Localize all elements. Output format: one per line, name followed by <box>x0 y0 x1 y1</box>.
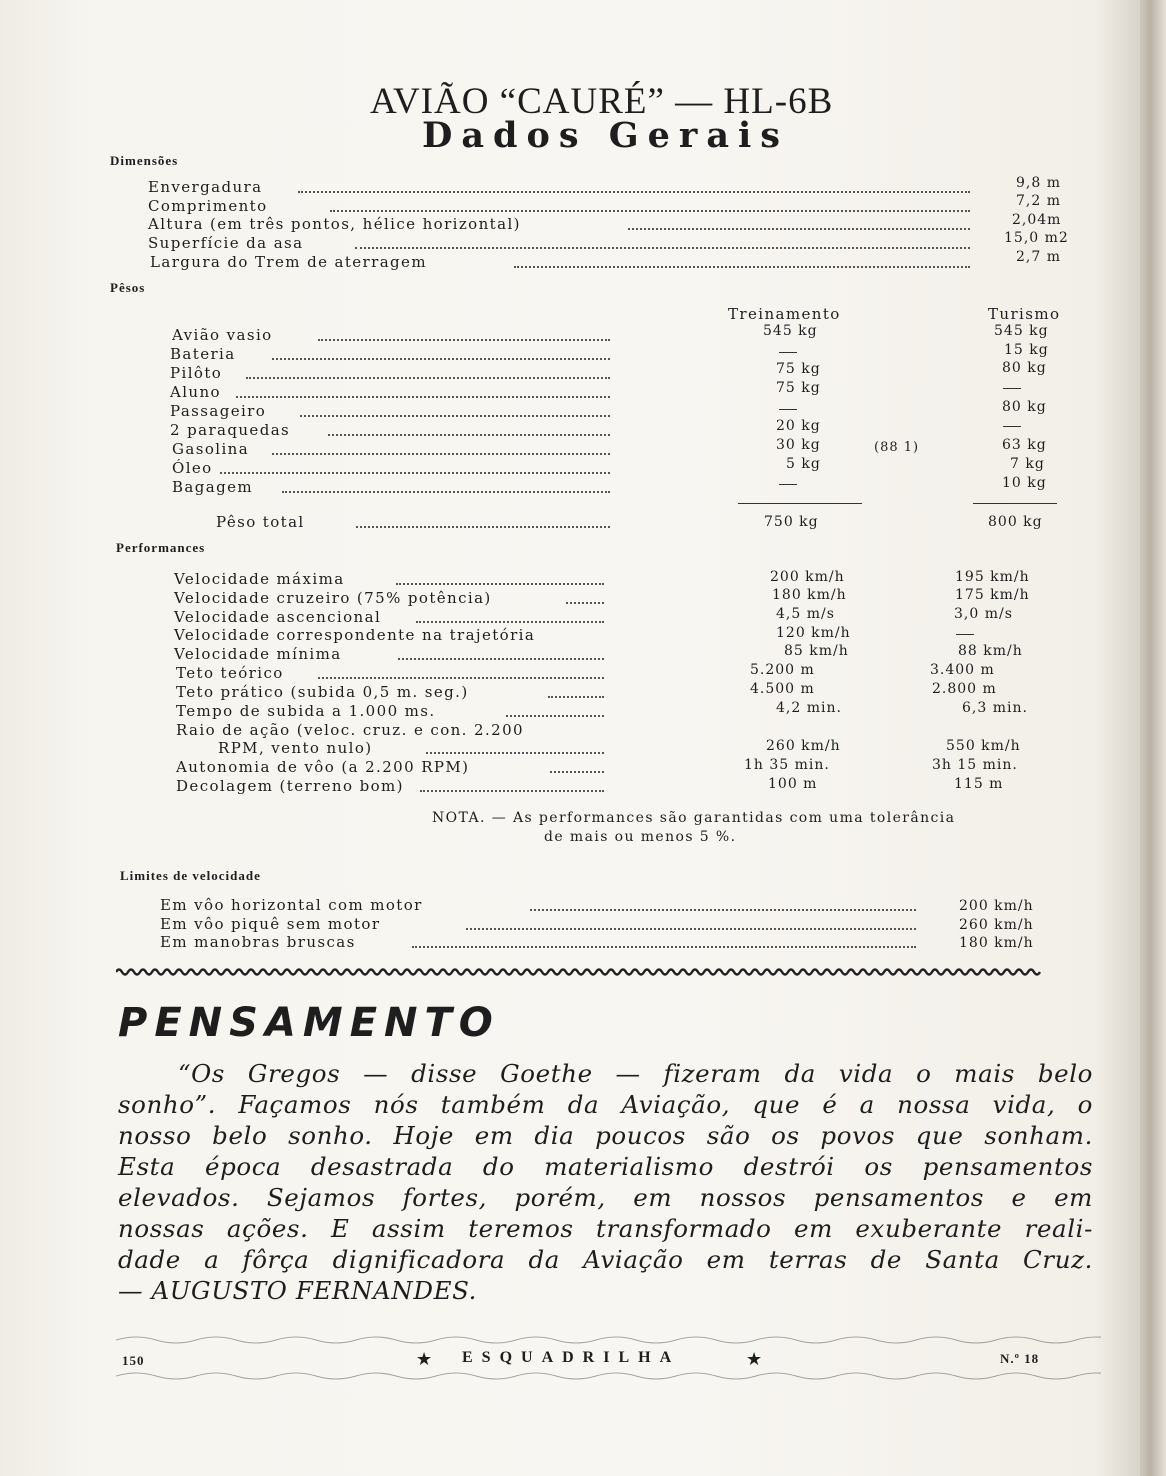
total-weight-turismo: 800 kg <box>988 514 1043 530</box>
performance-label: Autonomia de vôo (a 2.200 RPM) <box>176 758 470 776</box>
star-icon: ★ <box>416 1349 433 1370</box>
column-header-turismo: Turismo <box>988 305 1061 323</box>
performance-label: Velocidade ascencional <box>174 608 382 626</box>
weight-turismo: 10 kg <box>1002 475 1047 491</box>
performance-treinamento: 100 m <box>768 776 818 792</box>
performance-treinamento: 200 km/h <box>770 569 845 585</box>
weight-turismo: 7 kg <box>1010 456 1045 472</box>
leader-dots <box>426 752 604 754</box>
performance-label: Teto teórico <box>176 664 284 682</box>
weight-treinamento: 30 kg <box>776 437 821 453</box>
leader-dots <box>530 909 916 911</box>
section-heading-dimensoes: Dimensões <box>110 153 179 168</box>
weight-treinamento: 20 kg <box>776 418 821 434</box>
performance-treinamento: 180 km/h <box>772 587 847 603</box>
performance-turismo: 2.800 m <box>932 681 997 697</box>
performance-label-continued: RPM, vento nulo) <box>218 739 373 757</box>
performance-treinamento: 85 km/h <box>784 643 849 659</box>
leader-dots <box>330 210 970 212</box>
performance-treinamento: 4.500 m <box>750 681 815 697</box>
leader-dots <box>550 771 604 773</box>
quote-line: nosso belo sonho. Hoje em dia poucos são os povos que sonham. <box>118 1121 1093 1150</box>
leader-dots <box>356 526 610 528</box>
performance-turismo: 115 m <box>954 776 1004 792</box>
leader-dots <box>272 358 610 360</box>
leader-dots <box>300 415 610 417</box>
weight-label: Avião vasio <box>172 326 273 344</box>
weight-label: Aluno <box>170 383 221 401</box>
star-icon: ★ <box>746 1349 763 1370</box>
performance-label: Decolagem (terreno bom) <box>176 777 404 795</box>
leader-dots <box>298 191 970 193</box>
performance-turismo: 6,3 min. <box>962 700 1028 716</box>
weight-turismo: 63 kg <box>1002 437 1047 453</box>
dimension-value: 15,0 m2 <box>1004 230 1069 246</box>
performance-label: Raio de ação (veloc. cruz. e con. 2.200 <box>176 721 524 739</box>
performance-treinamento: 5.200 m <box>750 662 815 678</box>
performance-turismo: 3,0 m/s <box>954 606 1013 622</box>
dimension-label: Envergadura <box>148 178 263 196</box>
quote-line: dade a fôrça dignificadora da Aviação em terras de Santa Cruz. <box>118 1245 1093 1274</box>
empty-value-dash <box>956 634 974 635</box>
empty-value-dash <box>1003 426 1021 427</box>
quote-author: — AUGUSTO FERNANDES. <box>118 1276 477 1305</box>
performance-turismo: 195 km/h <box>955 569 1030 585</box>
performance-label: Velocidade máxima <box>174 570 345 588</box>
speed-limit-label: Em vôo piquê sem motor <box>160 915 381 933</box>
column-header-treinamento: Treinamento <box>728 305 841 323</box>
dimension-value: 9,8 m <box>1016 175 1061 191</box>
weight-treinamento: 75 kg <box>776 380 821 396</box>
footer-wavy-rule-top <box>116 1334 1101 1346</box>
fuel-volume-note: (88 1) <box>874 440 920 455</box>
dimension-value: 2,7 m <box>1016 249 1061 265</box>
empty-value-dash <box>779 484 797 485</box>
quote-line: “Os Gregos — disse Goethe — fizeram da vida o mais belo <box>178 1059 1093 1088</box>
dimension-label: Altura (em três pontos, hélice horizontal) <box>148 215 521 233</box>
note-line-1: NOTA. — As performances são garantidas com uma tolerância <box>432 810 956 826</box>
performance-treinamento: 4,2 min. <box>776 700 842 716</box>
quote-line: Esta época desastrada do materialismo destrói os pensamentos <box>118 1152 1093 1181</box>
leader-dots <box>396 583 604 585</box>
article-title: AVIÃO “CAURÉ” — HL-6B <box>370 81 834 122</box>
weight-label: Gasolina <box>172 440 250 458</box>
performance-label: Teto prático (subida 0,5 m. seg.) <box>176 683 469 701</box>
quote-line: sonho”. Façamos nós também da Aviação, que é a nossa vida, o <box>118 1090 1093 1119</box>
performance-label: Velocidade mínima <box>174 645 342 663</box>
weight-label: Bagagem <box>172 478 254 496</box>
performance-label: Velocidade correspondente na trajetória <box>174 626 536 644</box>
performance-label: Velocidade cruzeiro (75% potência) <box>174 589 492 607</box>
leader-dots <box>416 621 604 623</box>
page-edge <box>1140 0 1166 1476</box>
weight-turismo: 80 kg <box>1002 360 1047 376</box>
article-subtitle: Dados Gerais <box>422 115 790 156</box>
leader-dots <box>246 377 610 379</box>
leader-dots <box>318 677 604 679</box>
speed-limit-value: 200 km/h <box>959 898 1034 914</box>
performance-turismo: 175 km/h <box>955 587 1030 603</box>
weight-treinamento: 5 kg <box>786 456 821 472</box>
performance-treinamento: 4,5 m/s <box>776 606 835 622</box>
weight-turismo: 545 kg <box>994 323 1049 339</box>
section-heading-pesos: Pêsos <box>110 280 146 295</box>
pensamento-heading: PENSAMENTO <box>118 1000 500 1046</box>
performance-treinamento: 260 km/h <box>766 738 841 754</box>
dimension-value: 7,2 m <box>1016 193 1061 209</box>
performance-treinamento: 120 km/h <box>776 625 851 641</box>
performance-turismo: 88 km/h <box>958 643 1023 659</box>
performance-turismo: 3.400 m <box>930 662 995 678</box>
weight-label: Passageiro <box>170 402 267 420</box>
dimension-label: Superfície da asa <box>148 234 304 252</box>
leader-dots <box>514 266 970 268</box>
quote-line: elevados. Sejamos fortes, porém, em nossos pensamentos e em <box>118 1183 1093 1212</box>
leader-dots <box>566 602 604 604</box>
leader-dots <box>412 946 916 948</box>
total-weight-label: Pêso total <box>216 513 305 531</box>
leader-dots <box>506 715 604 717</box>
leader-dots <box>355 247 970 249</box>
weight-treinamento: 545 kg <box>763 323 818 339</box>
empty-value-dash <box>779 352 797 353</box>
leader-dots <box>220 472 610 474</box>
total-rule <box>973 503 1057 504</box>
leader-dots <box>628 228 970 230</box>
leader-dots <box>548 696 604 698</box>
quote-line: nossas ações. E assim teremos transformado em exuberante reali- <box>118 1214 1093 1243</box>
total-rule <box>738 503 862 504</box>
leader-dots <box>236 396 610 398</box>
performance-treinamento: 1h 35 min. <box>744 757 830 773</box>
footer-wavy-rule-bottom <box>116 1370 1101 1382</box>
speed-limit-label: Em vôo horizontal com motor <box>160 896 423 914</box>
empty-value-dash <box>779 409 797 410</box>
pensamento-quote <box>118 1058 1093 1306</box>
weight-turismo: 15 kg <box>1004 342 1049 358</box>
leader-dots <box>282 491 610 493</box>
speed-limit-label: Em manobras bruscas <box>160 933 356 951</box>
dimension-value: 2,04m <box>1012 212 1062 228</box>
empty-value-dash <box>1003 388 1021 389</box>
performance-turismo: 550 km/h <box>946 738 1021 754</box>
performance-turismo: 3h 15 min. <box>932 757 1018 773</box>
weight-treinamento: 75 kg <box>776 361 821 377</box>
leader-dots <box>272 453 610 455</box>
section-heading-limites: Limites de velocidade <box>120 868 261 883</box>
speed-limit-value: 180 km/h <box>959 935 1034 951</box>
weight-label: Óleo <box>172 459 213 477</box>
leader-dots <box>420 790 604 792</box>
performance-label: Tempo de subida a 1.000 ms. <box>176 702 436 720</box>
weight-label: Bateria <box>170 345 236 363</box>
wavy-divider <box>116 966 1101 978</box>
page-number: 150 <box>122 1353 145 1368</box>
weight-turismo: 80 kg <box>1002 399 1047 415</box>
leader-dots <box>466 928 916 930</box>
magazine-name: ESQUADRILHA <box>462 1349 681 1366</box>
leader-dots <box>318 339 610 341</box>
weight-label: 2 paraquedas <box>170 421 291 439</box>
dimension-label: Largura do Trem de aterragem <box>150 253 427 271</box>
section-heading-performances: Performances <box>116 540 206 555</box>
dimension-label: Comprimento <box>148 197 268 215</box>
speed-limit-value: 260 km/h <box>959 917 1034 933</box>
note-line-2: de mais ou menos 5 %. <box>544 829 737 845</box>
issue-number: N.º 18 <box>1000 1351 1040 1366</box>
total-weight-treinamento: 750 kg <box>764 514 819 530</box>
leader-dots <box>328 434 610 436</box>
weight-label: Pilôto <box>170 364 223 382</box>
leader-dots <box>398 658 604 660</box>
